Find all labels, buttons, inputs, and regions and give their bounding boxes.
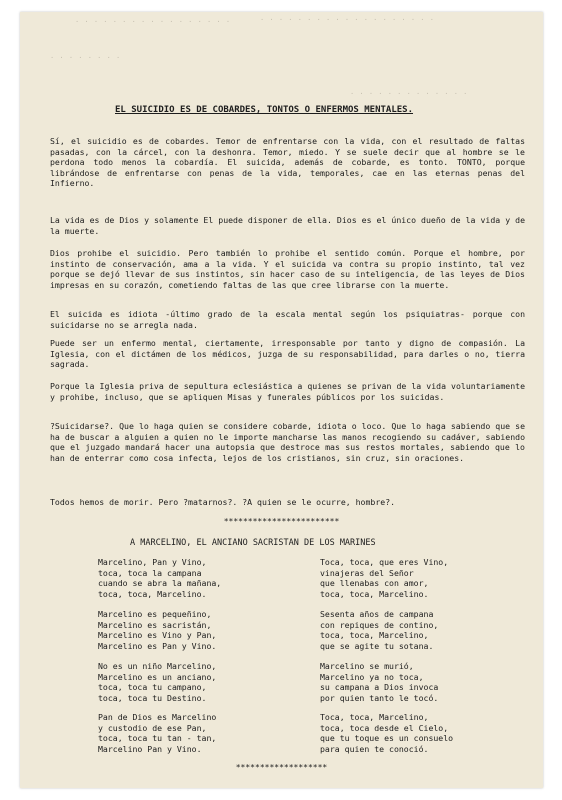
poem-line: Toca, toca, Marcelino, (320, 712, 429, 722)
poem-line: que tu toque es un consuelo (320, 733, 454, 743)
paragraph: Puede ser un enfermo mental, ciertamente, irresponsable por tanto y digno de compasión. La Iglesia, con el dictámen de los médicos, juzga de su responsabilidad, para darles o no, tierra sagrada. (50, 338, 525, 369)
poem-stanza (98, 661, 216, 703)
poem-line: Marcelino es Pan y Vino. (98, 640, 217, 651)
poem-line: toca, toca tu campano, (98, 682, 207, 692)
bleed-through-text: · · · · · · · · · · · · · · · · · · · (260, 16, 435, 24)
paragraph: Sí, el suicidio es de cobardes. Temor de enfrentarse con la vida, con el resultado de faltas pasadas, con la cárcel, con la deshonra. Temor, miedo. Y se suele decir que al hombre se le perdona todo menos la cobardía. El suicida, además de cobarde, es tonto. TONTO, porque librándose de enfrentarse con penas de la vida, temporales, cae en las eternas penas del Infierno. (50, 136, 525, 188)
poem-title: A MARCELINO, EL ANCIANO SACRISTAN DE LOS MARINES (130, 538, 376, 548)
poem-line: toca, toca la campana (98, 567, 202, 578)
poem-line: vinajeras del Señor (320, 567, 414, 578)
poem-line: toca, toca tu tan - tan, (98, 733, 217, 743)
poem-line: Sesenta años de campana (320, 609, 434, 619)
poem-line: Marcelino se murió, (320, 661, 414, 671)
poem-line: toca, toca tu Destino. (98, 692, 207, 703)
poem-stanza (98, 712, 216, 754)
separator: ******************* (235, 763, 328, 772)
poem-line: toca, toca desde el Cielo, (320, 722, 449, 733)
poem-stanza (320, 609, 438, 651)
paragraph: Todos hemos de morir. Pero ?matarnos?. ?A quien se le ocurre, hombre?. (50, 497, 396, 507)
document-title: EL SUICIDIO ES DE COBARDES, TONTOS O ENFERMOS MENTALES. (115, 105, 414, 115)
poem-line: Marcelino ya no toca, (320, 671, 424, 682)
poem-line: Toca, toca, que eres Vino, (320, 557, 449, 567)
poem-line: toca, toca, Marcelino. (320, 588, 429, 599)
poem-line: para quien te conoció. (320, 743, 429, 754)
poem-stanza (320, 712, 453, 754)
poem-stanza (320, 661, 438, 703)
poem-line: Marcelino es un anciano, (98, 671, 217, 682)
poem-line: toca, toca, Marcelino. (98, 588, 207, 599)
poem-line: Marcelino es Vino y Pan, (98, 630, 217, 640)
poem-line: con repiques de contino, (320, 619, 439, 630)
paragraph: Porque la Iglesia priva de sepultura eclesiástica a quienes se privan de la vida voluntariamente y prohibe, incluso, que se apliquen Misas y funerales públicos por los suicidas. (50, 381, 525, 402)
poem-line: cuando se abra la mañana, (98, 578, 222, 588)
poem-stanza (320, 557, 448, 599)
bleed-through-text: · · · · · · · · · · · · · (350, 90, 468, 98)
typed-content (20, 12, 543, 788)
poem-line: Marcelino es pequeñino, (98, 609, 212, 619)
poem-line: No es un niño Marcelino, (98, 661, 217, 671)
poem-stanza (98, 609, 216, 651)
poem-line: su campana a Dios invoca (320, 682, 439, 692)
paragraph: ?Suicidarse?. Que lo haga quien se considere cobarde, idiota o loco. Que lo haga sabiendo que se ha de buscar a alguien a quien no le importe mancharse las manos recogiendo su cadáver, sabiendo que el juzgado mandará hacer una autopsia que destroce mas sus restos mortales, sabiendo que lo han de enterrar como cosa infecta, lejos de los cristianos, sin cruz, sin oraciones. (50, 421, 525, 463)
bleed-through-text: · · · · · · · · (50, 54, 121, 62)
poem-line: que se agite tu sotana. (320, 640, 434, 651)
typed-sheet (20, 12, 543, 788)
poem-stanza (98, 557, 221, 599)
poem-line: Marcelino Pan y Vino. (98, 743, 202, 754)
poem-line: Marcelino es sacristán, (98, 619, 212, 630)
poem-line: y custodio de ese Pan, (98, 722, 207, 733)
poem-line: por quien tanto le tocó. (320, 692, 439, 703)
poem-line: Marcelino, Pan y Vino, (98, 557, 207, 567)
poem-line: toca, toca, Marcelino, (320, 630, 429, 640)
poem-line: Pan de Dios es Marcelino (98, 712, 217, 722)
poem-line: que llenabas con amor, (320, 578, 429, 588)
separator: ************************ (223, 517, 340, 526)
bleed-through-text: · · · · · · · · · · · · · · · · · (75, 18, 231, 26)
paragraph: El suicida es idiota -último grado de la escala mental según los psiquiatras- porque con suicidarse no se arregla nada. (50, 309, 525, 330)
paragraph: La vida es de Dios y solamente El puede disponer de ella. Dios es el único dueño de la vida y de la muerte. (50, 215, 525, 236)
paragraph: Dios prohibe el suicidio. Pero también lo prohibe el sentido común. Porque el hombre, por instinto de conservación, ama a la vida. Y el suicida va contra su propio instinto, tal vez porque se dejó llevar de sus instintos, sin hacer caso de su inteligencia, de las leyes de Dios impresas en su corazón, cometiendo faltas de las que cree librarse con la muerte. (50, 248, 525, 290)
